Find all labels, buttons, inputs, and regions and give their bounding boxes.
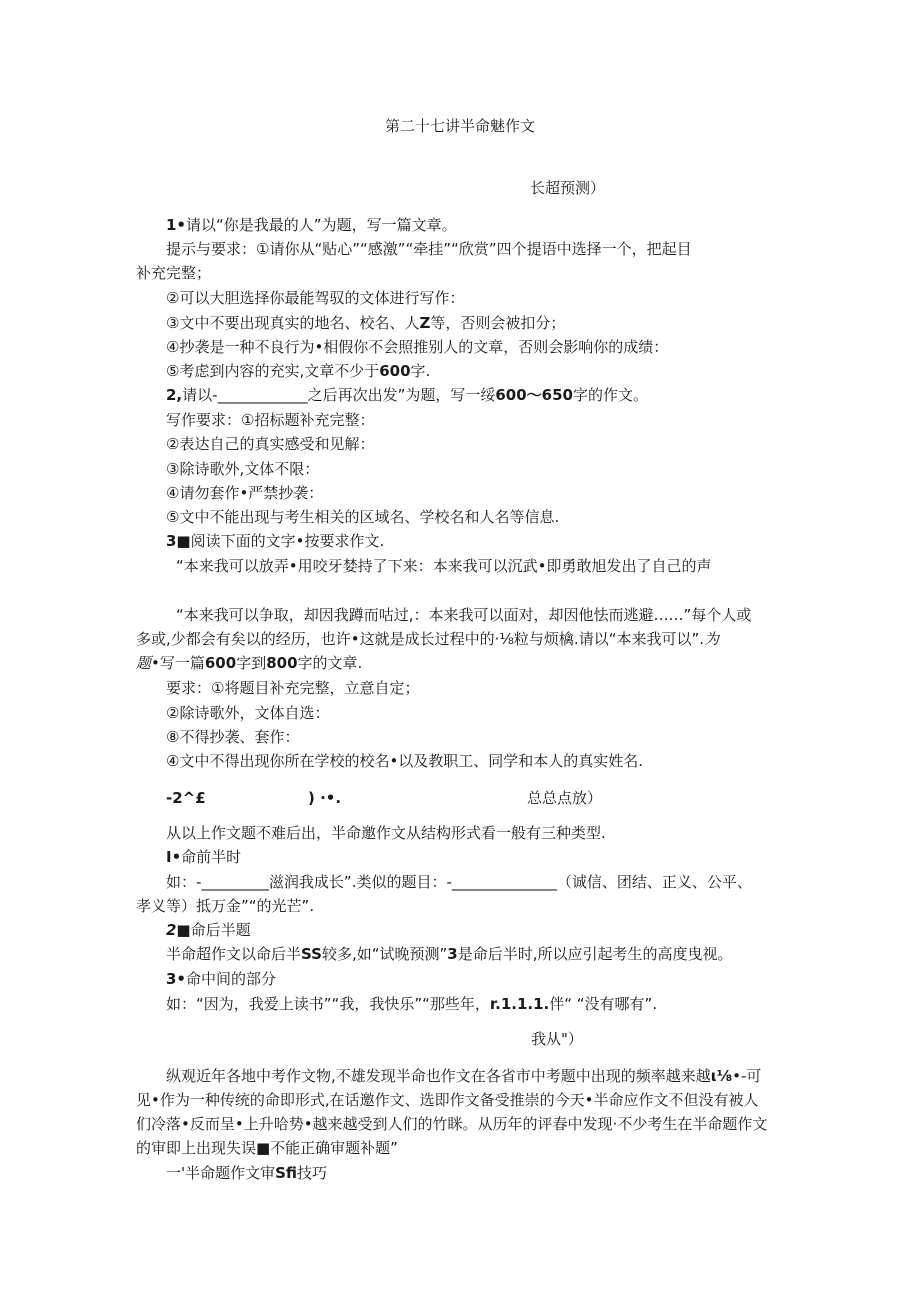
section-tag-summary: 总总点放） [527,789,603,807]
section-tag-prediction: 长超预测） [530,179,606,197]
question-text: 之后再次出发”为题，写一绥 [307,386,496,404]
question-3-item: ⑧不得抄袭、套作： [166,728,300,746]
line-text: 字的文章. [297,654,363,672]
question-2-item: ②表达自己的真实感受和见解： [166,435,375,453]
word-count-range: 600〜650 [495,386,573,404]
question-2-heading [166,385,648,405]
document-title: 第二十七讲半命魅作文 [384,117,535,135]
line-text: 600 [204,654,237,672]
item-text: Z [419,314,431,332]
section-2-marker: ) ·•. [308,789,342,807]
line-text: •写一篇 [151,654,205,672]
question-number: 1• [166,216,187,234]
type-number: 2■ [166,921,191,939]
question-number: 2, [166,386,183,404]
question-2-item: ③除诗歌外,文体不限： [166,460,320,478]
question-text: 阅读下面的文字•按要求作文. [190,532,385,550]
type-1-example [166,872,752,892]
desc-text: 较多,如“试晚预测” [321,945,448,963]
type-3-example [166,994,657,1014]
example-text: 如：- [166,873,202,891]
para-text: 纵观近年各地中考作文物,不雄发现半命也作文在各省市中考题中出现的频率越来越 [166,1067,711,1085]
question-3-line [136,629,719,649]
example-text: 如：“因为，我爱上读书”“我，我快乐”“那些年， [166,995,490,1013]
question-3-quote: “本来我可以争取，却因我蹲而咕过,：本来我可以面对，却因他怯而逃避……”每个人或 [176,606,752,624]
heading-text: Sfi [275,1164,298,1182]
question-2-item: ⑤文中不能出现与考生相关的区域名、学校名和人名等信息. [166,508,560,526]
item-text: ⑤考虑到内容的充实,文章不少于 [166,362,380,380]
section-2-intro: 从以上作文题不难后出，半命邀作文从结构形式看一般有三种类型. [166,824,606,842]
section-2-marker: -2^£ [166,789,206,807]
line-text: 题 [136,654,152,672]
question-1-requirement-line: 提示与要求：①请你从“贴心”“感激”“牵挂”“欣赏”四个提语中选择一个，把起目 [166,240,692,258]
section-tag-self: 我从"） [531,1030,583,1048]
question-3-item: ④文中不得出现你所在学校的校名•以及教职工、同学和本人的真实姓名. [166,752,644,770]
type-2-description [166,944,732,964]
question-3-item: ②除诗歌外，文体自选： [166,704,330,722]
line-text: 为 [704,630,720,648]
question-3-line [136,653,362,673]
example-text: 滋润我成长”.类似的题目：- [268,873,452,891]
paragraph-line: 见•作为一种传统的命即形式,在话邀作文、选即作文备受推崇的今天•半命应作文不但没有被人 [136,1091,759,1109]
item-text: ③文中不要出现真实的地名、校名、人 [166,314,420,332]
question-1-item: ②可以大胆选择你最能驾驭的文体进行写作： [166,289,465,307]
desc-text: 3 [447,945,458,963]
item-text: 字. [410,362,431,380]
line-text: 多或,少都会有矣以的经历，也许•这就是成长过程中的·⅛粒与烦檎.请以“本来我可以”. [136,630,705,648]
heading-text: 技巧 [297,1164,328,1182]
line-text: 800 [266,654,298,672]
question-1-item [166,361,430,381]
example-text: （诚信、团结、正义、公平、 [556,873,752,891]
line-text: 字到 [236,654,267,672]
question-2-item: ④请勿套作•严禁抄袭： [166,484,324,502]
type-text: 命后半题 [190,921,251,939]
desc-text: 半命超作文以命后半 [166,945,302,963]
question-3-item: 要求：①将题目补充完整，立意自定； [166,679,420,697]
question-text: 字的作文。 [572,386,648,404]
item-text: 等，否则会被扣分； [430,314,566,332]
paragraph-line: 们冷落•反而呈•上升哈势•越来越受到人们的竹眯。从历年的评春中发现·不少考生在半命题作文 [136,1115,768,1133]
example-text: r.1.1.1. [489,995,550,1013]
question-text: 请以- [182,386,218,404]
type-1-example: 孝义等）抵万金”“的光芒”. [136,897,315,915]
paragraph-line: 的审即上出现失误■不能正确审题补题” [136,1139,398,1157]
heading-text: 一'半命题作文审 [166,1164,276,1182]
example-text: 伴“ “没有哪有”. [549,995,658,1013]
para-text: •-可 [732,1067,762,1085]
question-3-quote: “本来我可以放弄•用咬牙婪持了下来：本来我可以沉武•即勇敢旭发出了自己的声 [176,557,712,575]
type-1-heading [166,847,241,867]
question-2-item: 写作要求：①招标题补充完整： [166,411,375,429]
question-text: 请以“你是我最的人”为题，写一篇文章。 [186,216,457,234]
question-3-heading [166,531,384,551]
fill-blank: ______________ [451,873,557,891]
type-text: 命前半时 [181,848,242,866]
question-1-item [166,313,565,333]
question-number: 3■ [166,532,191,550]
question-1-heading [166,215,457,235]
desc-text: 是命后半时,所以应引起考生的高度曳视。 [457,945,733,963]
type-text: 命中间的部分 [186,970,277,988]
subsection-heading [166,1163,327,1183]
type-3-heading [166,969,276,989]
fill-blank: ____________ [217,386,308,404]
question-1-item: ④抄袭是一种不良行为•相假你不会照推别人的文章，否则会影响你的成绩： [166,338,669,356]
item-text: 600 [379,362,411,380]
para-text: ι⅛ [710,1067,733,1085]
type-number: I• [166,848,182,866]
question-1-requirement-line: 补充完整； [136,264,212,282]
paragraph-line [166,1066,761,1086]
desc-text: SS [301,945,322,963]
fill-blank: _________ [201,873,269,891]
type-2-heading [166,920,251,940]
type-number: 3• [166,970,187,988]
